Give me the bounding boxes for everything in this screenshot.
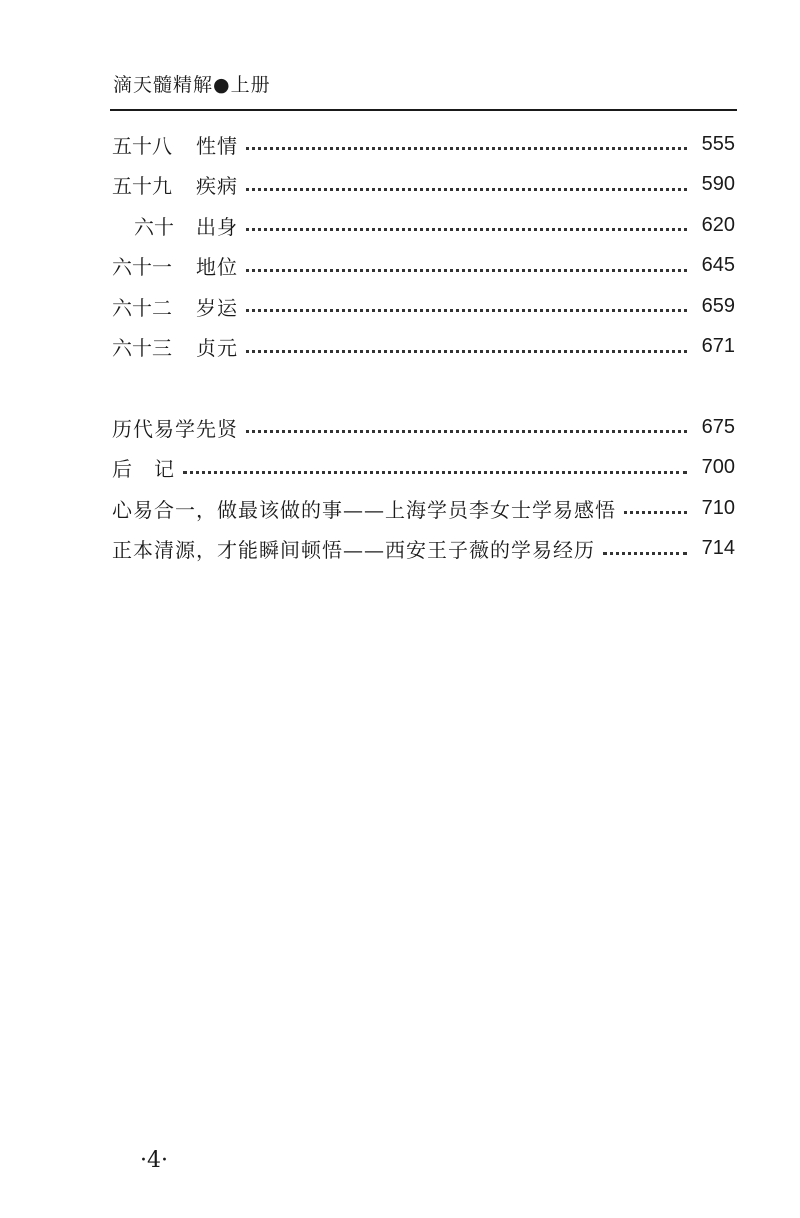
appendix-title: 正本清源，才能瞬间顿悟——西安王子薇的学易经历	[112, 538, 595, 563]
page-folio: ·4·	[140, 1148, 168, 1173]
table-of-contents	[112, 124, 735, 569]
chapter-title: 性情	[196, 133, 238, 158]
chapter-title: 岁运	[196, 295, 238, 320]
dot-leader	[246, 308, 687, 312]
chapter-title: 出身	[196, 214, 238, 239]
page-number: 555	[701, 132, 735, 155]
dot-leader	[246, 146, 687, 150]
running-header: 滴天髓精解●上册	[113, 74, 271, 96]
page-number: 620	[701, 213, 735, 236]
dot-leader	[246, 268, 687, 272]
chapter-title: 地位	[196, 255, 238, 280]
page-number: 675	[701, 415, 735, 438]
chapter-number: 五十九	[112, 174, 172, 199]
dot-leader	[246, 187, 687, 191]
dot-leader	[624, 510, 687, 514]
toc-entry[interactable]	[112, 205, 735, 246]
page-number: 700	[701, 456, 735, 479]
chapter-number: 六十一	[112, 255, 172, 280]
chapter-number: 六十	[134, 214, 174, 239]
toc-entry[interactable]	[112, 327, 735, 368]
chapter-number: 五十八	[112, 133, 172, 158]
page-number: 710	[701, 496, 735, 519]
toc-entry[interactable]	[112, 448, 735, 489]
toc-entry[interactable]	[112, 165, 735, 206]
page-number: 714	[701, 537, 735, 560]
toc-entry[interactable]	[112, 246, 735, 287]
dot-leader	[246, 227, 687, 231]
toc-entry[interactable]	[112, 488, 735, 529]
page-number: 659	[701, 294, 735, 317]
dot-leader	[246, 349, 687, 353]
chapter-number: 六十三	[112, 336, 172, 361]
dot-leader	[246, 429, 687, 433]
chapter-number: 六十二	[112, 295, 172, 320]
toc-entry[interactable]	[112, 407, 735, 448]
page-number: 590	[701, 173, 735, 196]
appendix-title: 历代易学先贤	[112, 416, 238, 441]
toc-entry[interactable]	[112, 124, 735, 165]
chapter-title: 贞元	[196, 336, 238, 361]
page-number: 645	[701, 254, 735, 277]
section-spacer	[112, 367, 735, 407]
dot-leader	[603, 551, 687, 555]
header-rule	[110, 109, 737, 111]
toc-entry[interactable]	[112, 286, 735, 327]
page-number: 671	[701, 335, 735, 358]
appendix-title: 心易合一，做最该做的事——上海学员李女士学易感悟	[112, 497, 616, 522]
chapter-title: 疾病	[196, 174, 238, 199]
toc-entry[interactable]	[112, 529, 735, 570]
appendix-title: 后 记	[112, 457, 175, 482]
dot-leader	[183, 470, 687, 474]
